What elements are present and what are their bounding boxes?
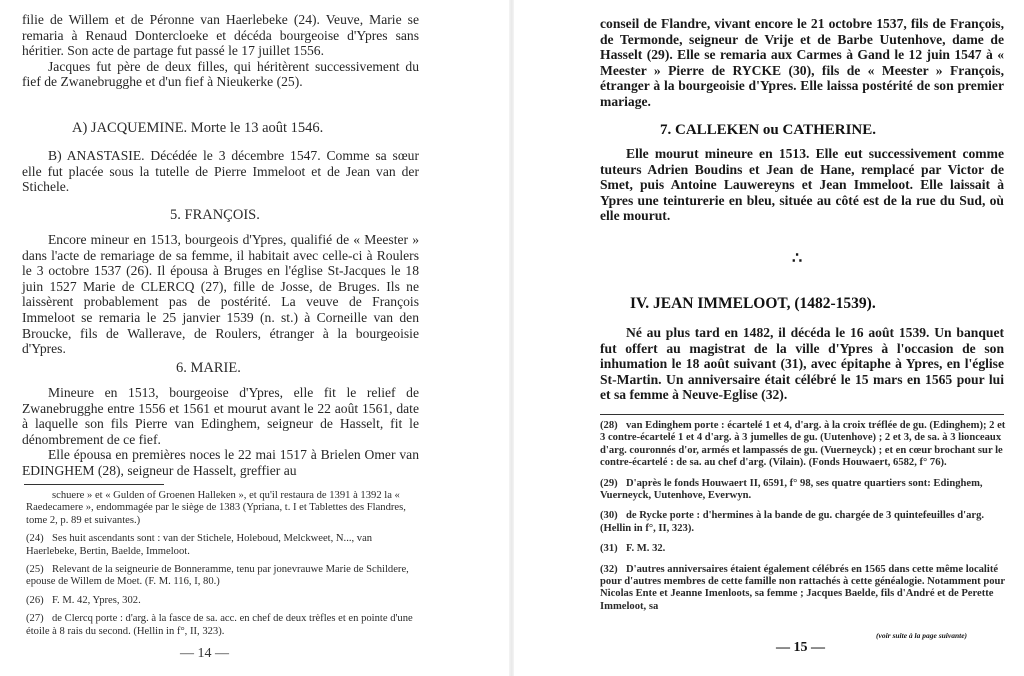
- footnote-25: (25) Relevant de la seigneurie de Bonneramme, tenu par jonevrauwe Marie de Schildere, epouse de Willem de Moet. (F. M. 116, I, 80.): [26, 564, 409, 588]
- heading-calleken: 7. CALLEKEN ou CATHERINE.: [660, 122, 877, 138]
- paragraph-calleken: Elle mourut mineure en 1513. Elle eut successivement comme tuteurs Adrien Boudins et Jean de Hane, remplacé par Victor de Smet, puis Antoine Lauwereyns et Jean Immeloot. Elle laissait à Ypres une teinturerie en bleu, située au côté est de la rue du Sud, où elle mourut.: [600, 146, 1004, 224]
- footnote-31: (31) F. M. 32.: [600, 543, 666, 555]
- paragraph-anastasie: B) ANASTASIE. Décédée le 3 décembre 1547. Comme sa sœur elle fut placée sous la tutelle de Pierre Immeloot et de Jean van der Stichele.: [22, 148, 419, 195]
- francois-section: [22, 232, 419, 357]
- right-footnote-rule: [600, 414, 1004, 415]
- book-gutter: [509, 0, 514, 676]
- footnote-24: (24) Ses huit ascendants sont : van der Stichele, Holeboud, Melckweet, N..., van Haerlebeke, Bertin, Baelde, Immeloot.: [26, 533, 373, 557]
- footnote-30: (30) de Rycke porte : d'hermines à la bande de gu. chargée de 3 quintefeuilles d'arg. (Hellin in f°, II, 323).: [600, 510, 985, 534]
- heading-jean-immeloot: IV. JEAN IMMELOOT, (1482-1539).: [630, 295, 876, 312]
- item-anastasie: [22, 148, 419, 195]
- heading-marie: 6. MARIE.: [176, 360, 241, 376]
- footnote-32: (32) D'autres anniversaires étaient également célébrés en 1565 dans cette même localité pour d'autres membres de cette famille non rattachés à cette généalogie. Notamment pour Nicolas Ente et Jeanne Imenloots, sa femme ; Jacques Baelde, fils d'André et de Perette Immeloot, sa: [600, 563, 1005, 612]
- ornament-dots: ∴: [792, 250, 803, 267]
- paragraph-marie-mariage: Elle épousa en premières noces le 22 mai 1517 à Brielen Omer van EDINGHEM (28), seigneur de Hasselt, greffier au: [22, 447, 419, 478]
- heading-francois: 5. FRANÇOIS.: [170, 207, 260, 223]
- right-body-top: [600, 16, 1004, 110]
- footnote-28: (28) van Edinghem porte : écartelé 1 et 4, d'arg. à la croix tréflée de gu. (Edinghem); 2 et 3 contre-écartelé 1 et 4 d'arg. à 3 jumelles de gu. (Uutenhove) ; 2 et 3, de sa. à 3 lionceaux d'arg. couronnés d'or, armés et lampassés de gu. (Vuerneyck) ; et en cœur brochant sur le contre-écartelé : de sa. au chef d'arg. (Vilain). (Fonds Houwaert, 6582, f° 76).: [600, 420, 1006, 469]
- left-footnotes: [26, 490, 418, 638]
- paragraph-jean: Né au plus tard en 1482, il décéda le 16 août 1539. Un banquet fut offert au magistrat de la ville d'Ypres à l'occasion de son inhumation le 18 août suivant (31), avec épitaphe à Ypres, en l'église St-Martin. Un anniversaire était célébré le 15 mars en 1565 pour lui et sa femme à Neuve-Eglise (32).: [600, 325, 1004, 403]
- paragraph-omer-suite: conseil de Flandre, vivant encore le 21 octobre 1537, fils de François, de Termonde, seigneur de Vrije et de Barbe Uutenhove, dame de Hasselt (29). Elle se remaria aux Carmes à Gand le 12 juin 1547 à « Meester » Pierre de RYCKE (30), fils de « Meester » François, étranger à la bourgeoisie d'Ypres. Elle laissa postérité de son premier mariage.: [600, 16, 1004, 109]
- left-body-top: [22, 12, 419, 90]
- marie-section: [22, 385, 419, 479]
- page-number-left: — 14 —: [180, 646, 229, 661]
- footnote-26: (26) F. M. 42, Ypres, 302.: [26, 594, 141, 606]
- page-number-right: — 15 —: [776, 640, 825, 655]
- paragraph-jacques: Jacques fut père de deux filles, qui héritèrent successivement du fief de Zwanebrugghe et d'un fief à Nieukerke (25).: [22, 58, 419, 90]
- jean-section: [600, 325, 1004, 403]
- right-footnotes: [600, 420, 1006, 613]
- paragraph-marie: Mineure en 1513, bourgeoise d'Ypres, elle fit le relief de Zwanebrugghe entre 1556 et 1561 et mourut avant le 22 août 1561, date à laquelle son fils Pierre van Edinghem, seigneur de Hasselt, fit le dénombrement de ce fief.: [22, 385, 419, 447]
- footnote-continuation: schuere » et « Gulden of Groenen Halleken », et qu'il restaura de 1391 à 1392 la « Raedecamere », endommagée par le siège de 1383 (Ypriana, t. I et Tablettes des Flandres, tome 2, p. 89 et suivantes.): [26, 490, 406, 526]
- continued-note: (voir suite à la page suivante): [876, 631, 968, 640]
- paragraph-francois: Encore mineur en 1513, bourgeois d'Ypres, qualifié de « Meester » dans l'acte de remariage de sa femme, il habitait avec celle-ci à Roulers le 3 octobre 1537 (26). Il épousa à Bruges en l'église St-Jacques le 18 juin 1527 Marie de CLERCQ (27), fille de Josse, de Bruges. Ils ne laissèrent probablement pas de postérité. La veuve de François Immeloot se remaria le 25 janvier 1539 (n. st.) à Corneille van den Broucke, fils de Wallerave, de Roulers, étranger à la bourgeoisie d'Ypres.: [22, 232, 419, 357]
- calleken-section: [600, 146, 1004, 224]
- paragraph-marie-veuve: filie de Willem et de Péronne van Haerlebeke (24). Veuve, Marie se remaria à Renaud Dontercloeke et décéda bourgeoise d'Ypres sans héritier. Son acte de partage fut passé le 17 juillet 1556.: [22, 12, 419, 59]
- left-footnote-rule: [24, 484, 164, 485]
- item-jacquemine: A) JACQUEMINE. Morte le 13 août 1546.: [72, 120, 324, 136]
- footnote-29: (29) D'après le fonds Houwaert II, 6591, f° 98, ses quatre quartiers sont: Edinghem, Vuerneyck, Uutenhove, Everwyn.: [600, 477, 983, 502]
- footnote-27: (27) de Clercq porte : d'arg. à la fasce de sa. acc. en chef de deux trèfles et en pointe d'une étoile à 8 rais du second. (Hellin in f°, II, 323).: [26, 613, 413, 637]
